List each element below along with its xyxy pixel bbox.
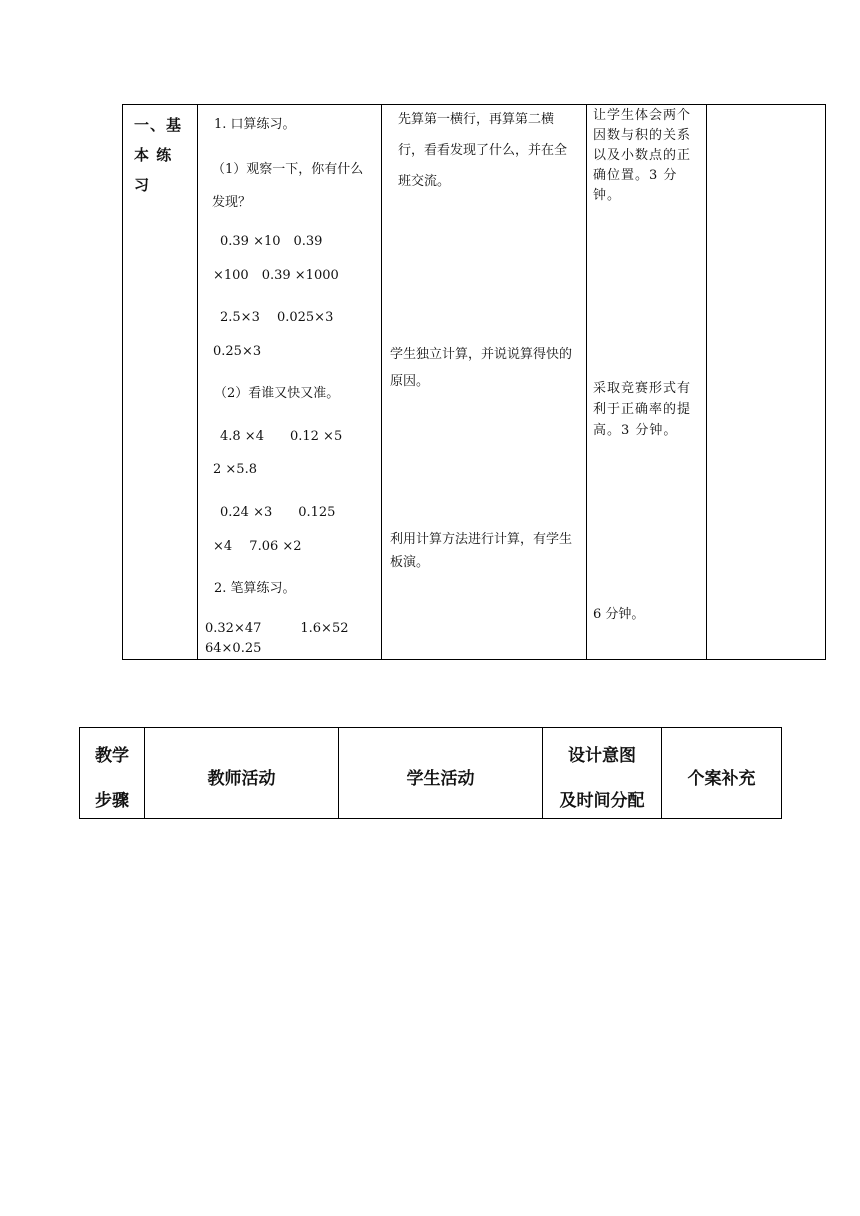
observe-prompt: （1）观察一下，你有什么发现？ xyxy=(212,162,364,210)
calc-row-4b: ×4 7.06 ×2 xyxy=(213,539,302,554)
header-teaching-steps-line1: 教学 xyxy=(95,746,129,766)
header-teaching-steps-line2: 步骤 xyxy=(95,791,129,811)
written-row-2: 64×0.25 xyxy=(205,641,262,656)
calc-row-4a: 0.24 ×3 0.125 xyxy=(220,505,336,520)
header-border-right xyxy=(781,727,782,819)
header-border-bottom xyxy=(79,818,781,819)
table-divider-4 xyxy=(706,104,707,660)
calc-row-3a: 4.8 ×4 0.12 ×5 xyxy=(220,429,343,444)
student-activity-1: 先算第一横行，再算第二横行，看看发现了什么，并在全班交流。 xyxy=(398,112,568,189)
calc-row-3b: 2 ×5.8 xyxy=(213,462,257,477)
header-design-intent-line1: 设计意图 xyxy=(568,746,636,766)
header-border-top xyxy=(79,727,781,728)
written-practice-title: 2. 笔算练习。 xyxy=(214,581,296,596)
header-student-activity: 学生活动 xyxy=(406,769,475,789)
student-activity-3: 利用计算方法进行计算，有学生板演。 xyxy=(390,532,573,570)
speed-prompt: （2）看谁又快又准。 xyxy=(214,386,340,401)
calc-row-2a: 2.5×3 0.025×3 xyxy=(220,310,334,325)
table-divider-3 xyxy=(586,104,587,660)
design-intent-2: 采取竞赛形式有利于正确率的提高。3 分钟。 xyxy=(593,381,692,438)
header-teacher-activity: 教师活动 xyxy=(207,769,276,789)
written-row-1: 0.32×47 1.6×52 xyxy=(205,621,349,636)
calc-row-2b: 0.25×3 xyxy=(213,344,262,359)
calc-row-1a: 0.39 ×10 0.39 xyxy=(220,234,323,249)
table-border-bottom xyxy=(122,659,826,660)
table-divider-2 xyxy=(381,104,382,660)
table-border-left xyxy=(122,104,123,660)
student-activity-2: 学生独立计算，并说说算得快的原因。 xyxy=(390,347,573,389)
table-divider-1 xyxy=(197,104,198,660)
table-border-right xyxy=(825,104,826,660)
calc-row-1b: ×100 0.39 ×1000 xyxy=(213,268,339,283)
header-design-intent-line2: 及时间分配 xyxy=(559,791,645,811)
step-label: 一、基本 练习 xyxy=(134,116,183,194)
header-case-supplement: 个案补充 xyxy=(687,769,756,789)
oral-practice-title: 1. 口算练习。 xyxy=(214,117,296,132)
design-intent-1: 让学生体会两个因数与积的关系以及小数点的正确位置。3 分钟。 xyxy=(593,108,692,203)
design-intent-3: 6 分钟。 xyxy=(593,607,645,622)
